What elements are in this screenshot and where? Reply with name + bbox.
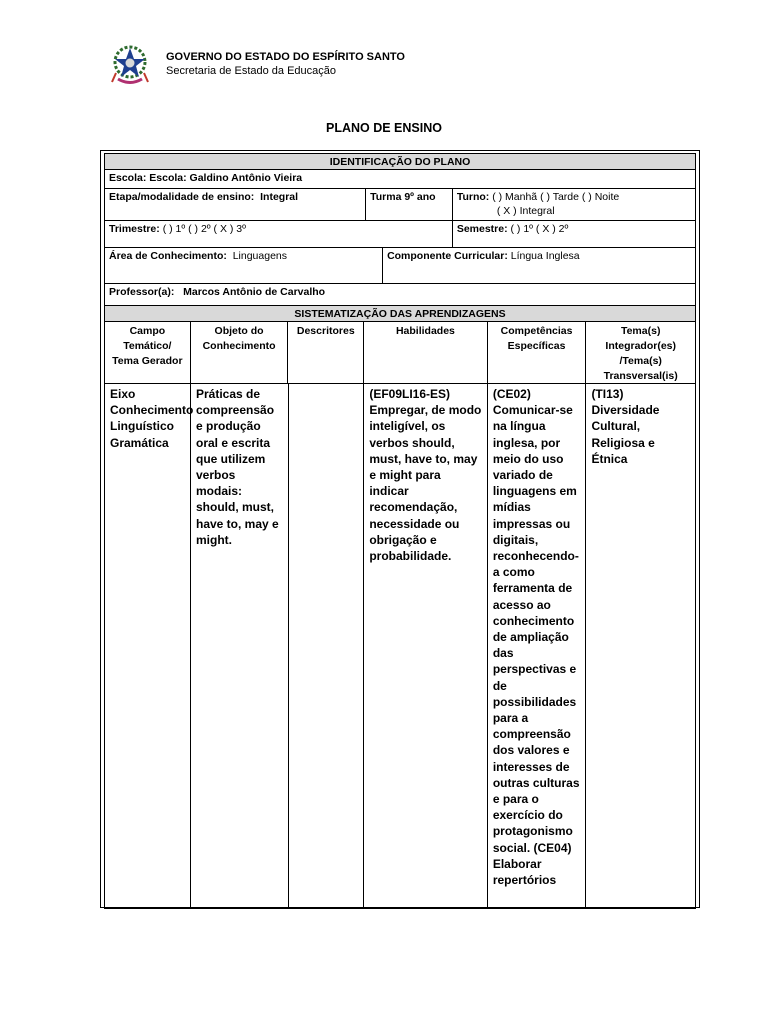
col-header-habilidades: Habilidades (363, 322, 487, 383)
stage-cell: Etapa/modalidade de ensino: Integral (109, 191, 299, 203)
descritores-cell (288, 384, 364, 908)
trimester-cell: Trimestre: ( ) 1º ( ) 2º ( X ) 3º (109, 223, 246, 235)
teacher-row (104, 283, 696, 305)
identification-header-row (104, 153, 696, 169)
systematization-header-row (104, 305, 696, 321)
habilidades-cell: (EF09LI16-ES) Empregar, de modo inteligível, os verbos should, must, have to, may e might para indicar recomendação, necessidade ou obrigação e probabilidade. (363, 384, 487, 908)
teacher-name: Marcos Antônio de Carvalho (183, 286, 326, 298)
campo-tematico-cell: Eixo Conhecimento Linguístico Gramática (110, 387, 194, 450)
identification-title: IDENTIFICAÇÃO DO PLANO (105, 154, 695, 169)
area-cell: Área de Conhecimento: Linguagens (109, 250, 288, 262)
area-value: Linguagens (232, 250, 288, 262)
class-cell: Turma 9º ano (365, 189, 452, 220)
col-header-objeto: Objeto do Conhecimento (190, 322, 288, 383)
col-header-descritores: Descritores (287, 322, 363, 383)
objeto-conhecimento-cell: Práticas de compreensão e produção oral e escrita que utilizem verbos modais: should, must, have to, may e might. (190, 384, 288, 908)
plan-table (104, 153, 696, 909)
competencias-cell: (CE02) Comunicar-se na língua inglesa, por meio do uso variado de linguagens em mídias impressas ou digitais, reconhecendo-a como ferramenta de acesso ao conhecimento de ampliação das perspectivas e de possibilidades para a compreensão dos valores e interesses de outras culturas e para o exercício do protagonismo social. (CE04) Elaborar repertórios (487, 384, 586, 908)
secretariat-name: Secretaria de Estado da Educação (166, 65, 337, 77)
letterhead (108, 42, 405, 88)
col-header-competencias: Competências Específicas (487, 322, 586, 383)
government-name: GOVERNO DO ESTADO DO ESPÍRITO SANTO (166, 51, 405, 63)
stage-value: Integral (260, 191, 299, 203)
component-value: Língua Inglesa (510, 250, 580, 262)
stage-row (104, 188, 696, 220)
term-row (104, 220, 696, 247)
content-row (104, 383, 696, 909)
semester-options: ( ) 1º ( X ) 2º (510, 223, 569, 235)
document-title: PLANO DE ENSINO (326, 121, 442, 135)
component-cell: Componente Curricular: Língua Inglesa (382, 248, 695, 283)
area-row (104, 247, 696, 283)
temas-cell: (TI13) Diversidade Cultural, Religiosa e Étnica (585, 384, 695, 908)
col-header-temas: Tema(s) Integrador(es) /Tema(s) Transversal(is) (585, 322, 695, 383)
shift-cell: Turno: ( ) Manhã ( ) Tarde ( ) Noite ( X ) Integral (452, 189, 695, 220)
columns-header-row (104, 321, 696, 383)
state-seal-icon (108, 42, 152, 88)
shift-options: ( ) Manhã ( ) Tarde ( ) Noite (492, 191, 620, 203)
teacher-cell: Professor(a): Marcos Antônio de Carvalho (109, 286, 326, 298)
shift-integral: ( X ) Integral (496, 205, 555, 217)
school-name: Escola: Escola: Galdino Antônio Vieira (109, 172, 303, 184)
systematization-title: SISTEMATIZAÇÃO DAS APRENDIZAGENS (105, 306, 695, 321)
semester-cell: Semestre: ( ) 1º ( X ) 2º (452, 221, 695, 247)
col-header-campo: Campo Temático/ Tema Gerador (112, 325, 183, 367)
school-row (104, 169, 696, 188)
trimester-options: ( ) 1º ( ) 2º ( X ) 3º (162, 223, 246, 235)
